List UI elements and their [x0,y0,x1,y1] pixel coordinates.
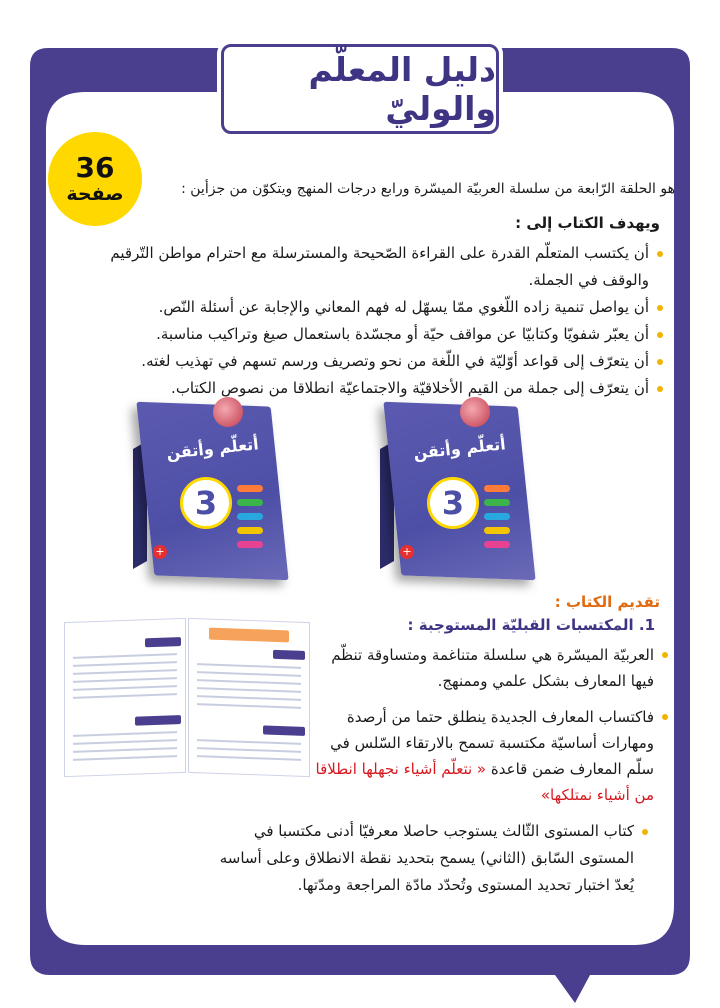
goal-item: أن يتعرّف إلى جملة من القيم الأخلاقيّة والاجتماعيّة انطلاقا من نصوص الكتاب. [95,375,665,402]
section-heading: تقديم الكتاب : [554,593,660,611]
intro-text: هو الحلقة الرّابعة من سلسلة العربيّة الميسّرة ورابع درجات المنهج ويتكوّن من جزأين : [181,181,675,197]
book-title: أتعلّم وأتقن [412,434,507,463]
paragraph-2 [310,704,670,808]
book-cover-right [372,405,532,580]
para-2-text: فاكتساب المعارف الجديدة ينطلق حتما من أرصدة ومهارات أساسيّة مكتسبة تسمح بالارتقاء السّلس في سلّم المعارف ضمن قاعدة [330,708,654,778]
plus-icon: + [153,545,167,559]
para-2-quote: « نتعلّم أشياء نجهلها انطلاقا من أشياء نمتلكها» [315,760,654,804]
paragraph-3 [210,818,650,899]
book-cover-left [125,405,285,580]
title-box [221,44,499,134]
goal-item: أن يعبّر شفويّا وكتابيّا عن مواقف حيّة أو مجسّدة باستعمال صيغ وتراكيب مناسبة. [95,321,665,348]
subheading: 1. المكتسبات القبليّة المستوجبة : [407,616,655,634]
para-2-item [310,704,670,808]
book-title: أتعلّم وأتقن [165,434,260,463]
para-1-text: العربيّة الميسّرة هي سلسلة متناغمة ومتساوقة تنظّم فيها المعارف بشكل علمي وممنهج. [310,642,670,694]
plus-icon: + [400,545,414,559]
goals-heading: ويهدف الكتاب إلى : [515,214,660,232]
goals-list [95,240,665,402]
book-level: 3 [180,477,232,529]
para-3-text: كتاب المستوى الثّالث يستوجب حاصلا معرفيّا أدنى مكتسبا في المستوى السّابق (الثاني) يسمح بتحديد نقطة الانطلاق وعلى أساسه يُعدّ اختبار تحديد المستوى وتُحدّد مادّة المراجعة ومدّتها. [210,818,650,899]
page-count-badge [48,132,142,226]
goal-item: أن يواصل تنمية زاده اللّغوي ممّا يسهّل له فهم المعاني والإجابة عن أسئلة النّص. [95,294,665,321]
goal-item: أن يكتسب المتعلّم القدرة على القراءة الصّحيحة والمسترسلة مع احترام مواطن التّرقيم والوقف في الجملة. [95,240,665,294]
pomegranate-icon [460,397,490,427]
book-level: 3 [427,477,479,529]
paragraph-1 [310,642,670,694]
page-title: دليل المعلّم والوليّ [308,50,496,128]
goal-item: أن يتعرّف إلى قواعد أوّليّة في اللّغة من نحو وتصريف ورسم تسهم في تهذيب لغته. [95,348,665,375]
pomegranate-icon [213,397,243,427]
open-book-spread-image [62,620,312,780]
page-count-unit: صفحة [66,183,124,205]
page-count-number: 36 [75,151,115,184]
